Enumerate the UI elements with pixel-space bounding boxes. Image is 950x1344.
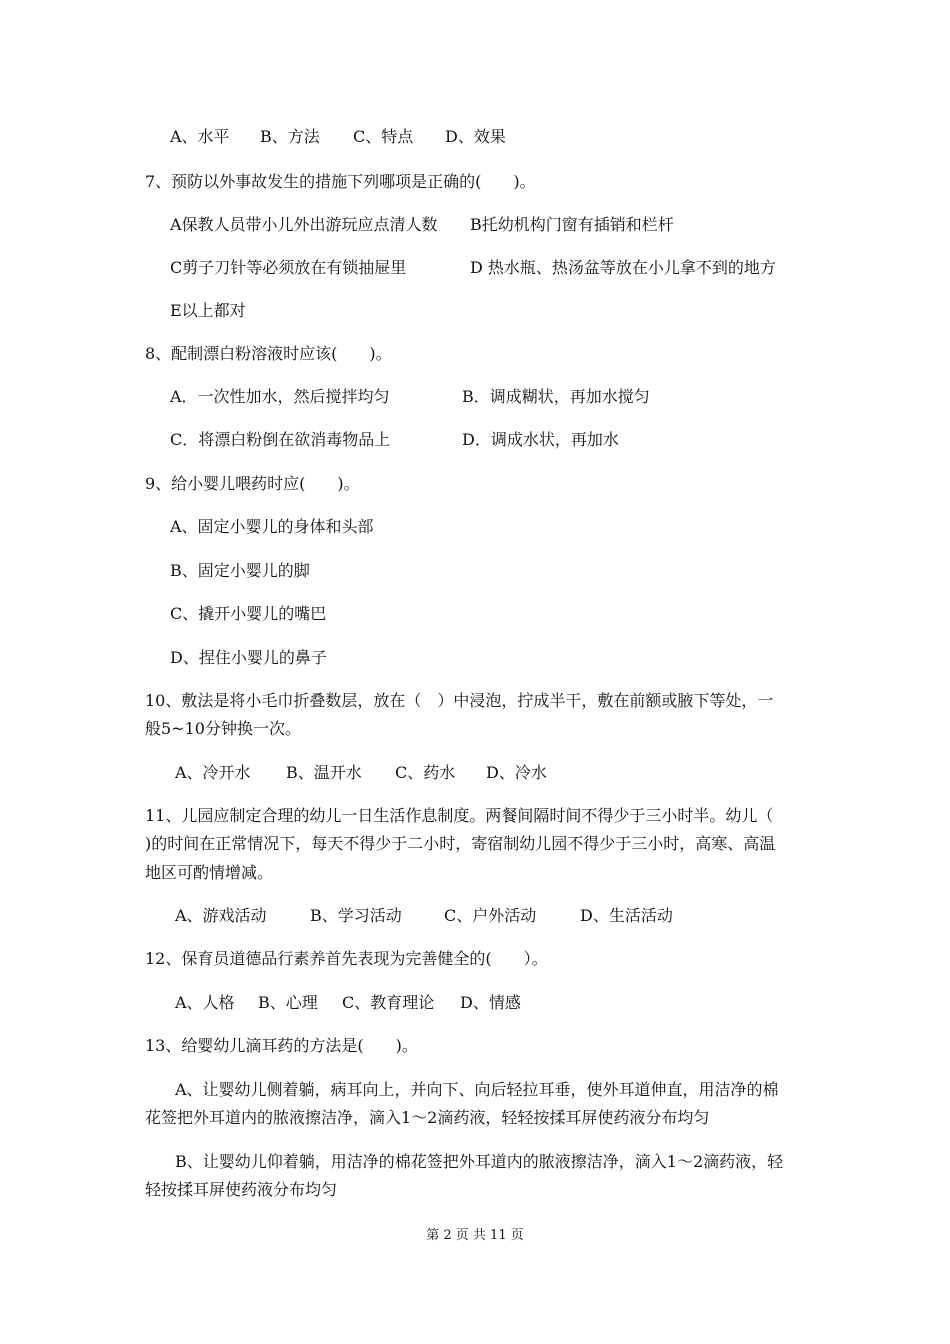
q10-option-c: C、药水 [395, 763, 456, 782]
page-footer: 第 2 页 共 11 页 [426, 1228, 524, 1243]
q8-option-a: A．一次性加水，然后搅拌均匀 [170, 387, 390, 406]
q13-stem: 13、给婴幼儿滴耳药的方法是( )。 [145, 1036, 418, 1055]
q12-option-d: D、情感 [460, 993, 521, 1012]
q11-option-a: A、游戏活动 [175, 906, 267, 925]
q12-option-c: C、教育理论 [342, 993, 435, 1012]
q10-option-a: A、冷开水 [175, 763, 251, 782]
q6-option-d: D、效果 [445, 127, 506, 146]
q7-option-c: C剪子刀针等必须放在有锁抽屉里 [170, 258, 407, 277]
q9-option-c: C、撬开小婴儿的嘴巴 [170, 604, 327, 623]
q8-option-b: B．调成糊状，再加水搅匀 [462, 387, 650, 406]
q6-option-a: A、水平 [170, 127, 230, 146]
q10-option-b: B、温开水 [286, 763, 362, 782]
q10-stem-line-2: 般5~10分钟换一次。 [145, 719, 301, 738]
q8-option-c: C．将漂白粉倒在欲消毒物品上 [170, 430, 391, 449]
q11-stem-line-2: )的时间在正常情况下，每天不得少于二小时，寄宿制幼儿园不得少于三小时，高寒、高温 [145, 834, 776, 853]
q7-option-a: A保教人员带小儿外出游玩应点清人数 [170, 215, 438, 234]
q11-option-c: C、户外活动 [444, 906, 537, 925]
q7-option-d: D 热水瓶、热汤盆等放在小儿拿不到的地方 [470, 258, 776, 277]
q7-option-b: B托幼机构门窗有插销和栏杆 [470, 215, 674, 234]
q13-option-b-line-1: B、让婴幼儿仰着躺，用洁净的棉花签把外耳道内的脓液擦洁净，滴入1～2滴药液，轻 [175, 1152, 784, 1171]
q8-option-d: D．调成水状，再加水 [462, 430, 619, 449]
q9-option-d: D、捏住小婴儿的鼻子 [170, 648, 327, 667]
q11-stem-line-1: 11、儿园应制定合理的幼儿一日生活作息制度。两餐间隔时间不得少于三小时半。幼儿（ [145, 806, 774, 825]
q10-stem-line-1: 10、敷法是将小毛巾折叠数层，放在（ ）中浸泡，拧成半干，敷在前额或腋下等处，一 [145, 691, 774, 710]
q11-option-b: B、学习活动 [310, 906, 402, 925]
q9-option-a: A、固定小婴儿的身体和头部 [170, 517, 374, 536]
q9-option-b: B、固定小婴儿的脚 [170, 561, 310, 580]
q7-option-e: E以上都对 [170, 301, 246, 320]
q10-option-d: D、冷水 [486, 763, 547, 782]
q6-option-b: B、方法 [260, 127, 320, 146]
q12-stem: 12、保育员道德品行素养首先表现为完善健全的( ）。 [145, 949, 548, 968]
q13-option-b-line-2: 轻按揉耳屏使药液分布均匀 [145, 1180, 338, 1199]
q12-option-a: A、人格 [175, 993, 235, 1012]
q9-stem: 9、给小婴儿喂药时应( )。 [145, 474, 360, 493]
q13-option-a-line-1: A、让婴幼儿侧着躺，病耳向上，并向下、向后轻拉耳垂，使外耳道伸直，用洁净的棉 [175, 1080, 779, 1099]
q11-option-d: D、生活活动 [580, 906, 673, 925]
q11-stem-line-3: 地区可酌情增减。 [145, 863, 274, 882]
q8-stem: 8、配制漂白粉溶液时应该( )。 [145, 344, 392, 363]
q7-stem: 7、预防以外事故发生的措施下列哪项是正确的( )。 [145, 172, 536, 191]
q13-option-a-line-2: 花签把外耳道内的脓液擦洁净，滴入1～2滴药液，轻轻按揉耳屏使药液分布均匀 [145, 1108, 710, 1127]
q12-option-b: B、心理 [258, 993, 318, 1012]
q6-option-c: C、特点 [353, 127, 414, 146]
